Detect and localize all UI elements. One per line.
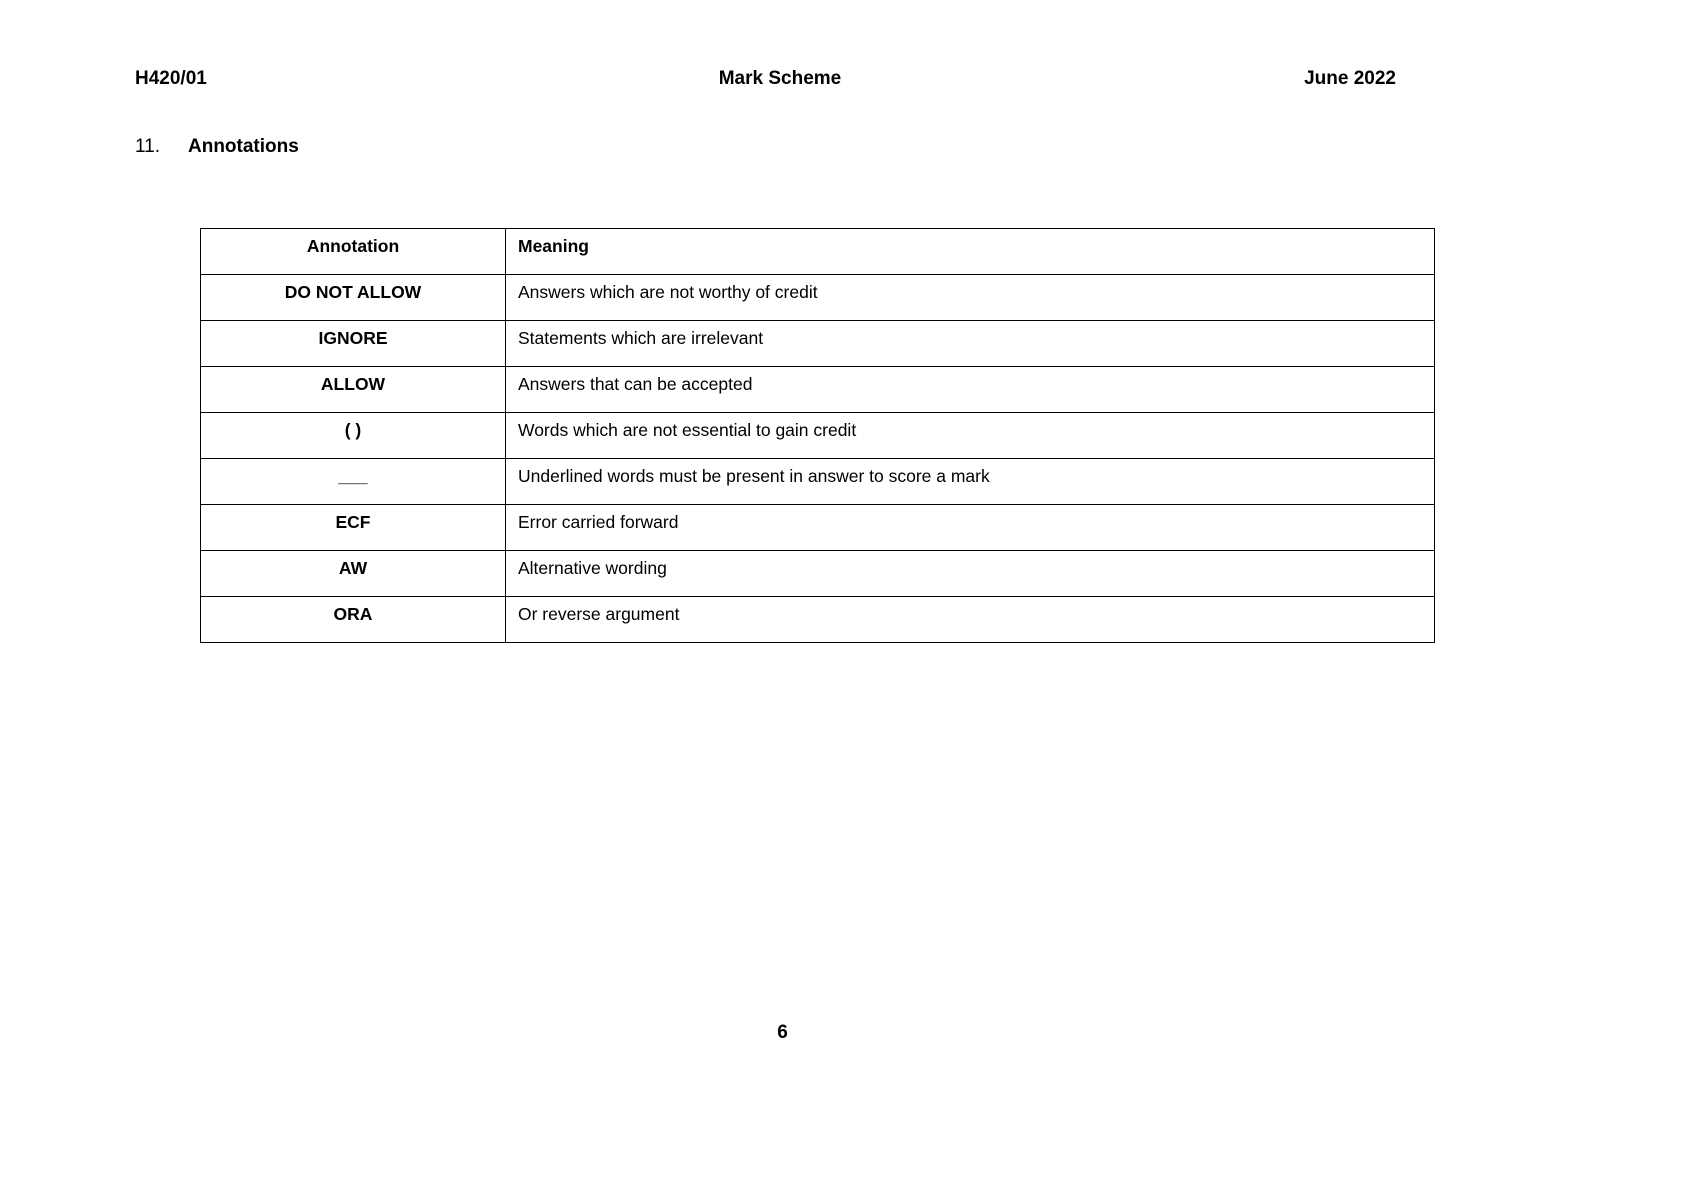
table-row bbox=[201, 459, 1435, 505]
annotation-cell: DO NOT ALLOW bbox=[201, 275, 506, 321]
column-header-annotation: Annotation bbox=[201, 229, 506, 275]
table-row bbox=[201, 321, 1435, 367]
page-footer bbox=[0, 1022, 1565, 1044]
annotations-table bbox=[200, 228, 1435, 643]
table-row bbox=[201, 505, 1435, 551]
annotation-cell: ___ bbox=[201, 459, 506, 505]
doc-code: H420/01 bbox=[135, 68, 207, 89]
table-row bbox=[201, 413, 1435, 459]
annotation-cell: ALLOW bbox=[201, 367, 506, 413]
annotation-cell: ( ) bbox=[201, 413, 506, 459]
doc-title: Mark Scheme bbox=[718, 68, 842, 89]
meaning-cell: Words which are not essential to gain credit bbox=[506, 413, 1435, 459]
column-header-meaning: Meaning bbox=[506, 229, 1435, 275]
doc-date: June 2022 bbox=[1304, 68, 1396, 89]
meaning-cell: Underlined words must be present in answer to score a mark bbox=[506, 459, 1435, 505]
table-row bbox=[201, 367, 1435, 413]
meaning-cell: Error carried forward bbox=[506, 505, 1435, 551]
table-row bbox=[201, 551, 1435, 597]
section-title: Annotations bbox=[188, 136, 299, 157]
annotation-cell: ORA bbox=[201, 597, 506, 643]
meaning-cell: Statements which are irrelevant bbox=[506, 321, 1435, 367]
table-row bbox=[201, 275, 1435, 321]
table-header-row bbox=[201, 229, 1435, 275]
section-number: 11. bbox=[135, 136, 161, 157]
annotation-cell: ECF bbox=[201, 505, 506, 551]
annotation-cell: IGNORE bbox=[201, 321, 506, 367]
section-heading bbox=[135, 136, 299, 158]
meaning-cell: Answers which are not worthy of credit bbox=[506, 275, 1435, 321]
annotation-cell: AW bbox=[201, 551, 506, 597]
meaning-cell: Answers that can be accepted bbox=[506, 367, 1435, 413]
table-row bbox=[201, 597, 1435, 643]
page-number: 6 bbox=[777, 1022, 788, 1043]
meaning-cell: Alternative wording bbox=[506, 551, 1435, 597]
meaning-cell: Or reverse argument bbox=[506, 597, 1435, 643]
